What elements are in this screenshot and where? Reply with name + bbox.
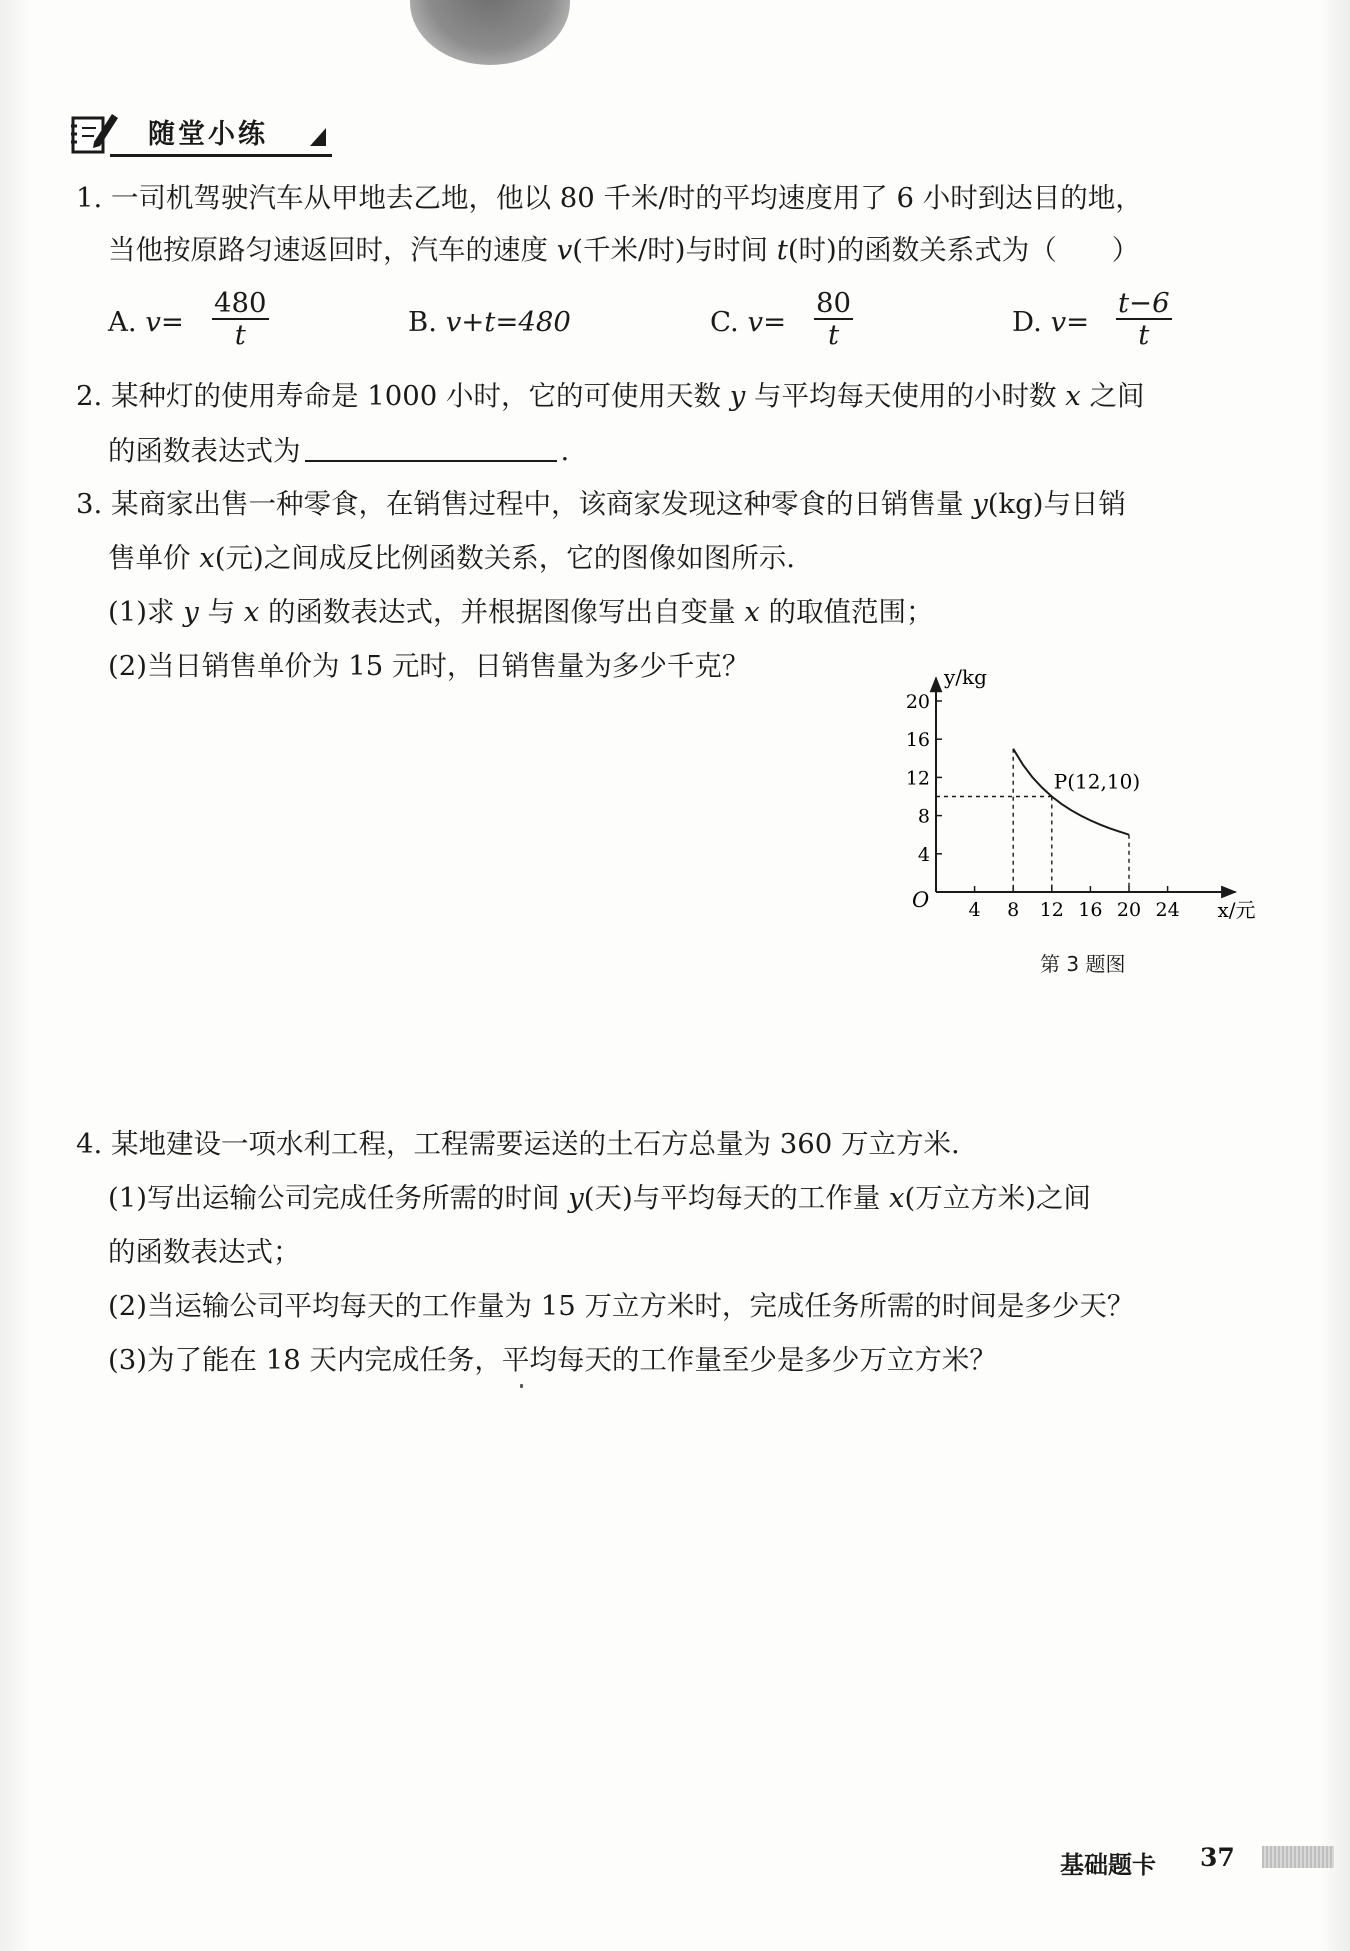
q2-text: . xyxy=(560,435,570,467)
q2-text: 2. 某种灯的使用寿命是 1000 小时，它的可使用天数 xyxy=(76,380,730,412)
section-title: 随堂小练 xyxy=(148,119,268,150)
y-axis-label: y/kg xyxy=(944,664,987,689)
q4-line1: 4. 某地建设一项水利工程，工程需要运送的土石方总量为 360 万立方米. xyxy=(76,1128,960,1160)
fraction-denominator: t xyxy=(1116,318,1172,350)
option-lhs: v= xyxy=(145,306,184,338)
option-letter: A. xyxy=(108,306,146,338)
q2-var-x: x xyxy=(1065,380,1081,412)
q4-text: (1)写出运输公司完成任务所需的时间 xyxy=(108,1182,569,1214)
scan-speck xyxy=(520,1384,523,1388)
origin-label: O xyxy=(912,888,930,912)
q2-text: 的函数表达式为 xyxy=(108,435,301,467)
option-expression: v+t=480 xyxy=(445,306,571,338)
x-tick-label: 12 xyxy=(1039,899,1064,921)
footer-tab-bar xyxy=(1262,1846,1334,1868)
fraction-denominator: t xyxy=(814,318,853,350)
y-tick-label: 20 xyxy=(905,691,930,713)
q1-text: (时)的函数关系式为（ ） xyxy=(787,234,1140,266)
footer-label: 基础题卡 xyxy=(1060,1851,1156,1879)
q1-text: 当他按原路匀速返回时，汽车的速度 xyxy=(108,234,557,266)
x-tick-label: 8 xyxy=(1007,899,1020,921)
q4-sub1 xyxy=(108,1180,1091,1216)
q3-var-x: x xyxy=(744,596,760,628)
y-tick-label: 4 xyxy=(917,843,930,866)
q4-text: (万立方米)之间 xyxy=(904,1182,1091,1214)
option-letter: B. xyxy=(408,306,446,338)
q4-text: (天)与平均每天的工作量 xyxy=(583,1182,889,1214)
q2-text: 与平均每天使用的小时数 xyxy=(745,380,1066,412)
option-lhs: v= xyxy=(1050,306,1090,338)
page-number: 37 xyxy=(1200,1843,1235,1872)
q4-sub2: (2)当运输公司平均每天的工作量为 15 万立方米时，完成任务所需的时间是多少天？ xyxy=(108,1290,1135,1322)
q3-var-x: x xyxy=(243,596,260,628)
q1-line1: 1. 一司机驾驶汽车从甲地去乙地，他以 80 千米/时的平均速度用了 6 小时到达目的地， xyxy=(76,182,1143,214)
q3-text: 售单价 xyxy=(108,542,200,574)
q3-text: 的函数表达式，并根据图像写出自变量 xyxy=(259,596,745,628)
option-lhs: v= xyxy=(747,306,787,338)
option-letter: C. xyxy=(710,306,748,338)
fraction-numerator: 480 xyxy=(214,287,267,319)
q3-text: (1)求 xyxy=(108,596,184,628)
q3-sub2: (2)当日销售单价为 15 元时，日销售量为多少千克？ xyxy=(108,650,750,682)
x-tick-label: 16 xyxy=(1078,899,1103,921)
q4-sub1-line2: 的函数表达式； xyxy=(108,1236,301,1268)
y-tick-label: 12 xyxy=(905,767,930,790)
q2-text: 之间 xyxy=(1080,380,1145,412)
q1-text: (千米/时)与时间 xyxy=(572,234,777,266)
q3-var-y: y xyxy=(972,488,988,520)
q3-text: 3. 某商家出售一种零食，在销售过程中，该商家发现这种零食的日销售量 xyxy=(76,488,973,520)
q4-var-x: x xyxy=(888,1182,905,1214)
q3-text: 的取值范围； xyxy=(759,596,934,628)
x-tick-label: 4 xyxy=(968,899,981,921)
x-axis-label: x/元 xyxy=(1217,898,1256,922)
x-tick-label: 20 xyxy=(1116,899,1142,921)
fraction-numerator: 80 xyxy=(816,287,851,319)
q2-var-y: y xyxy=(729,380,746,412)
fraction-numerator: t−6 xyxy=(1118,287,1170,319)
q1-var-t: t xyxy=(776,234,788,266)
fraction-denominator: t xyxy=(212,318,269,350)
y-tick-label: 8 xyxy=(917,805,930,828)
q3-var-x: x xyxy=(199,542,215,574)
q3-text: (元)之间成反比例函数关系，它的图像如图所示. xyxy=(214,542,795,574)
q4-sub3: (3)为了能在 18 天内完成任务，平均每天的工作量至少是多少万立方米？ xyxy=(108,1344,997,1376)
point-label: P(12,10) xyxy=(1053,769,1141,794)
option-letter: D. xyxy=(1012,306,1051,338)
q3-text: (kg)与日销 xyxy=(987,488,1126,520)
q3-text: 与 xyxy=(198,596,244,628)
q4-var-y: y xyxy=(568,1182,584,1214)
figure-caption: 第 3 题图 xyxy=(1040,952,1126,976)
y-tick-label: 16 xyxy=(905,729,930,752)
q3-var-y: y xyxy=(183,596,199,628)
x-tick-label: 24 xyxy=(1155,899,1180,921)
q1-var-v: v xyxy=(556,234,573,266)
